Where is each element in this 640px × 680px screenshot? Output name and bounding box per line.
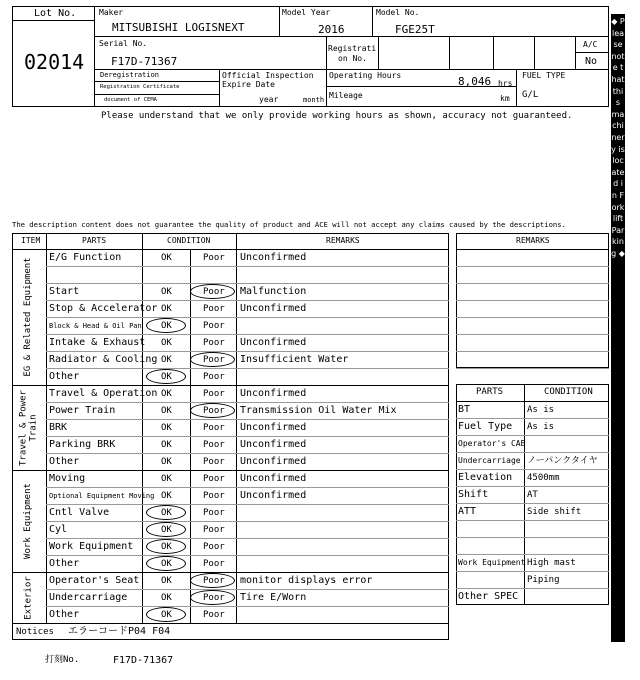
part-name: Other xyxy=(49,609,80,620)
table-line xyxy=(46,334,449,335)
part-name: Intake & Exhaust xyxy=(49,337,146,348)
ok-selected-circle xyxy=(146,539,186,554)
part-name: Cyl xyxy=(49,524,68,535)
spec-parts-header: PARTS xyxy=(476,387,504,397)
part-name: Other xyxy=(49,371,80,382)
poor-selected-circle xyxy=(190,352,235,367)
poor-selected-circle xyxy=(190,403,235,418)
part-name: Cntl Valve xyxy=(49,507,110,518)
serial-no-value: F17D-71367 xyxy=(111,55,178,68)
table-line xyxy=(142,233,143,623)
header-block xyxy=(12,6,609,107)
remark-text: Transmission Oil Water Mix xyxy=(240,405,397,416)
condition-ok: OK xyxy=(161,576,172,586)
spec-part-name: ATT xyxy=(458,506,477,517)
ac-label: A/C xyxy=(583,40,598,49)
condition-poor: Poor xyxy=(203,440,225,450)
ok-selected-circle xyxy=(146,607,186,622)
condition-poor: Poor xyxy=(203,287,225,297)
condition-ok: OK xyxy=(161,491,172,501)
header-remarks: REMARKS xyxy=(326,236,360,245)
table-line xyxy=(456,249,609,250)
remark-text: Unconfirmed xyxy=(240,456,307,467)
table-line xyxy=(46,589,449,590)
official-inspection-label-1: Official Inspection xyxy=(222,71,314,80)
spec-value: Side shift xyxy=(527,507,582,517)
table-line xyxy=(456,283,609,284)
part-name: Operator's Seat xyxy=(49,575,140,586)
condition-poor: Poor xyxy=(203,593,225,603)
table-line xyxy=(46,504,449,505)
condition-ok: OK xyxy=(161,440,172,450)
part-name: Power Train xyxy=(49,405,116,416)
condition-poor: Poor xyxy=(203,508,225,518)
table-line xyxy=(12,470,449,471)
condition-ok: OK xyxy=(161,525,172,535)
hours-notice: Please understand that we only provide working hours as shown, accuracy not guaranteed. xyxy=(101,111,573,121)
operating-hours-label: Operating Hours xyxy=(329,71,402,80)
spec-part-name: Undercarriage xyxy=(458,456,521,465)
table-line xyxy=(12,385,449,386)
serial-no-label: Serial No. xyxy=(99,39,148,48)
hrs-label: hrs xyxy=(498,79,513,88)
group-label: EG & Related Equipment xyxy=(23,257,34,377)
table-line xyxy=(456,486,609,487)
operating-hours-value: 8,046 xyxy=(458,75,492,88)
model-year-label: Model Year xyxy=(282,8,331,17)
condition-ok: OK xyxy=(161,338,172,348)
spec-part-name: Work Equipment xyxy=(458,558,526,567)
km-label: km xyxy=(500,94,510,103)
ok-selected-circle xyxy=(146,522,186,537)
part-name: Optional Equipment Moving xyxy=(49,492,155,500)
fuel-type-value: G/L xyxy=(522,90,539,100)
condition-poor: Poor xyxy=(203,304,225,314)
header-item: ITEM xyxy=(21,236,41,245)
model-no-label: Model No. xyxy=(376,8,420,17)
table-line xyxy=(456,418,609,419)
remark-text: Unconfirmed xyxy=(240,439,307,450)
group-label: Travel & Power Train xyxy=(18,389,38,466)
table-line xyxy=(456,469,609,470)
table-line xyxy=(46,300,449,301)
part-name: BRK xyxy=(49,422,68,433)
header-parts: PARTS xyxy=(82,236,107,245)
table-line xyxy=(46,351,449,352)
table-line xyxy=(456,300,609,301)
notices-label: Notices xyxy=(16,627,54,637)
part-name: Other xyxy=(49,558,80,569)
condition-ok: OK xyxy=(161,542,172,552)
part-name: E/G Function xyxy=(49,252,122,263)
registration-label-2: on No. xyxy=(338,54,367,63)
spec-value: 4500mm xyxy=(527,473,560,483)
condition-poor: Poor xyxy=(203,321,225,331)
condition-ok: OK xyxy=(161,355,172,365)
stamp-label: 打刻No. xyxy=(45,655,80,665)
table-line xyxy=(46,521,449,522)
ac-value: No xyxy=(585,56,598,67)
table-line xyxy=(46,606,449,607)
table-line xyxy=(456,554,609,555)
table-line xyxy=(456,503,609,504)
deregistration-label: Deregistration xyxy=(100,71,160,79)
spec-part-name: Shift xyxy=(458,489,489,500)
header-condition: CONDITION xyxy=(167,236,211,245)
condition-ok: OK xyxy=(161,559,172,569)
table-line xyxy=(456,351,609,352)
condition-poor: Poor xyxy=(203,542,225,552)
poor-selected-circle xyxy=(190,573,235,588)
spec-value: ノーパンクタイヤ xyxy=(527,456,598,466)
lot-no-label: Lot No. xyxy=(34,8,77,19)
table-line xyxy=(46,317,449,318)
table-line xyxy=(456,435,609,436)
condition-poor: Poor xyxy=(203,389,225,399)
table-line xyxy=(12,623,449,624)
part-name: Work Equipment xyxy=(49,541,134,552)
condition-poor: Poor xyxy=(203,457,225,467)
remark-text: Unconfirmed xyxy=(240,337,307,348)
table-line xyxy=(456,537,609,538)
remark-text: Unconfirmed xyxy=(240,303,307,314)
cema-label: document of CEMA xyxy=(104,97,157,103)
table-line xyxy=(236,233,237,623)
official-inspection-label-2: Expire Date xyxy=(222,80,275,89)
remark-text: Unconfirmed xyxy=(240,388,307,399)
remark-text: Unconfirmed xyxy=(240,490,307,501)
condition-poor: Poor xyxy=(203,525,225,535)
table-line xyxy=(12,572,449,573)
table-line xyxy=(46,555,449,556)
condition-poor: Poor xyxy=(203,372,225,382)
condition-ok: OK xyxy=(161,457,172,467)
condition-ok: OK xyxy=(161,321,172,331)
remark-text: Unconfirmed xyxy=(240,422,307,433)
table-line xyxy=(46,538,449,539)
condition-poor: Poor xyxy=(203,253,225,263)
group-label: Exterior xyxy=(23,575,34,620)
ok-selected-circle xyxy=(146,369,186,384)
ok-selected-circle xyxy=(146,556,186,571)
table-line xyxy=(46,233,47,623)
remark-text: Unconfirmed xyxy=(240,473,307,484)
table-line xyxy=(46,266,449,267)
spec-part-name: Fuel Type xyxy=(458,421,513,432)
spec-value: Piping xyxy=(527,575,560,585)
condition-ok: OK xyxy=(161,593,172,603)
condition-ok: OK xyxy=(161,508,172,518)
spec-part-name: Operator's CAB xyxy=(458,439,526,448)
table-line xyxy=(46,436,449,437)
ok-selected-circle xyxy=(146,318,186,333)
table-line xyxy=(46,368,449,369)
condition-ok: OK xyxy=(161,304,172,314)
spec-value: As is xyxy=(527,405,555,415)
spec-part-name: Elevation xyxy=(458,472,513,483)
part-name: Parking BRK xyxy=(49,439,116,450)
table-line xyxy=(456,334,609,335)
table-line xyxy=(46,283,449,284)
part-name: Block & Head & Oil Pan xyxy=(49,322,142,330)
maker-value: MITSUBISHI LOGISNEXT xyxy=(112,21,245,34)
table-line xyxy=(46,402,449,403)
spec-value: AT xyxy=(527,490,538,500)
month-label: month xyxy=(303,96,325,104)
table-line xyxy=(456,401,609,402)
condition-poor: Poor xyxy=(203,610,225,620)
condition-ok: OK xyxy=(161,406,172,416)
spec-part-name: Other SPEC xyxy=(458,591,519,602)
part-name: Start xyxy=(49,286,80,297)
condition-poor: Poor xyxy=(203,406,225,416)
table-line xyxy=(456,588,609,589)
condition-poor: Poor xyxy=(203,559,225,569)
lot-no-value: 02014 xyxy=(24,50,85,74)
registration-certificate-label: Registration Certificate xyxy=(100,84,180,90)
remark-text: Tire E/Worn xyxy=(240,592,307,603)
ok-selected-circle xyxy=(146,505,186,520)
table-line xyxy=(456,571,609,572)
condition-ok: OK xyxy=(161,389,172,399)
table-line xyxy=(456,520,609,521)
condition-ok: OK xyxy=(161,474,172,484)
spec-condition-header: CONDITION xyxy=(544,387,593,397)
condition-ok: OK xyxy=(161,610,172,620)
condition-ok: OK xyxy=(161,253,172,263)
stamp-value: F17D-71367 xyxy=(113,655,174,666)
remark-text: Unconfirmed xyxy=(240,252,307,263)
condition-poor: Poor xyxy=(203,491,225,501)
condition-poor: Poor xyxy=(203,474,225,484)
table-line xyxy=(46,453,449,454)
table-line xyxy=(456,452,609,453)
year-label: year xyxy=(259,95,279,104)
maker-label: Maker xyxy=(99,8,124,17)
condition-poor: Poor xyxy=(203,423,225,433)
remark-text: monitor displays error xyxy=(240,575,373,586)
condition-ok: OK xyxy=(161,372,172,382)
table-line xyxy=(12,249,449,250)
spec-value: High mast xyxy=(527,558,576,568)
spec-part-name: BT xyxy=(458,404,471,415)
notices-value: エラーコードP04 F04 xyxy=(68,626,171,637)
side-banner-text: ◆ Please note that this machinery is located in Forklift Parking ◆ xyxy=(611,17,625,258)
part-name: Radiator & Cooling xyxy=(49,354,158,365)
part-name: Travel & Operation xyxy=(49,388,158,399)
condition-poor: Poor xyxy=(203,355,225,365)
poor-selected-circle xyxy=(190,284,235,299)
mileage-label: Mileage xyxy=(329,91,363,100)
poor-selected-circle xyxy=(190,590,235,605)
condition-poor: Poor xyxy=(203,576,225,586)
right-remarks-header: REMARKS xyxy=(516,236,550,245)
part-name: Other xyxy=(49,456,80,467)
model-year-value: 2016 xyxy=(318,23,345,36)
table-line xyxy=(456,368,609,369)
remark-text: Insufficient Water xyxy=(240,354,349,365)
part-name: Moving xyxy=(49,473,86,484)
table-line xyxy=(46,419,449,420)
condition-ok: OK xyxy=(161,423,172,433)
group-label: Work Equipment xyxy=(23,483,34,559)
table-line xyxy=(456,266,609,267)
condition-ok: OK xyxy=(161,287,172,297)
description-notice: The description content does not guarantee the quality of product and ACE will not accept any claims caused by the descriptions. xyxy=(12,220,566,229)
table-line xyxy=(46,487,449,488)
registration-label-1: Registrati xyxy=(328,44,377,53)
spec-value: As is xyxy=(527,422,555,432)
remark-text: Malfunction xyxy=(240,286,307,297)
part-name: Undercarriage xyxy=(49,592,128,603)
part-name: Stop & Accelerator xyxy=(49,303,158,314)
condition-poor: Poor xyxy=(203,338,225,348)
model-no-value: FGE25T xyxy=(395,23,435,36)
table-line xyxy=(456,317,609,318)
fuel-type-label: FUEL TYPE xyxy=(522,71,566,80)
